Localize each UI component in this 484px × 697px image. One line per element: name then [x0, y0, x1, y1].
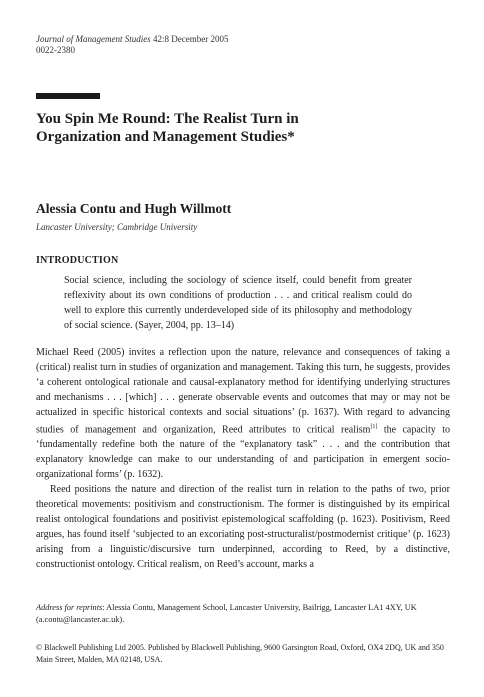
title-rule [36, 93, 100, 99]
journal-name: Journal of Management Studies [36, 34, 151, 44]
address-label: Address for reprints [36, 603, 103, 612]
footnote-marker[interactable]: [1] [370, 424, 378, 430]
reprint-address [36, 602, 450, 626]
authors: Alessia Contu and Hugh Willmott [36, 201, 232, 216]
body-paragraph-2: Reed positions the nature and direction of the realist turn in relation to the paths of two, prior theoretical movements: positivism and constructionism. The former is distinguished by its empirical realist ontological foundations and positivist epistemological scaffolding (p. 1623). Positivism, Reed argues, has found itself ‘subjected to an excoriating post-structuralist/postmodernist critique’ (p. 1623) arising from a linguistic/discursive turn underpinned, according to Reed, by a distinctive, constructionist ontology. Critical realism, on Reed’s account, marks a [36, 484, 450, 571]
title-line-2: Organization and Management Studies* [36, 129, 295, 145]
article-title [36, 110, 456, 146]
quote-text: Social science, including the sociology of science itself, could benefit from greater reflexivity about its own conditions of production . . . and critical realism could do well to explore this currently underdeveloped side of its philosophy and methodology of social science. (Sayer, 2004, pp. 13–14) [64, 275, 412, 331]
copyright-notice: © Blackwell Publishing Ltd 2005. Published by Blackwell Publishing, 9600 Garsington Road, Oxford, OX4 2DQ, UK and 350 Main Street, Malden, MA 02148, USA. [36, 643, 444, 664]
journal-citation [36, 34, 228, 56]
journal-issn: 0022-2380 [36, 45, 75, 55]
body-text [36, 345, 450, 572]
body-p1-rest: the capacity to ‘fundamentally redefine both the nature of the “explanatory task” . . . and the contribution that explanatory knowledge can make to our understanding of and participation in emergent socio-organizational forms’ (p. 1632). [36, 424, 450, 481]
section-heading: INTRODUCTION [36, 255, 119, 266]
title-line-1: You Spin Me Round: The Realist Turn in [36, 111, 299, 127]
body-p1-text: Michael Reed (2005) invites a reflection upon the nature, relevance and consequences of taking a (critical) realist turn in studies of organization and management. Taking this turn, he suggests, provides ‘a coherent ontological rationale and causal-explanatory method for identifying underlying structures and mechanisms . . . [which] . . . generate observable events and outcomes that may or may not be actualized in specific historical contexts and social situations’ (p. 1637). With regard to advancing studies of management and organization, Reed attributes to critical realism [36, 347, 450, 436]
journal-issue: 42:8 December 2005 [150, 34, 229, 44]
epigraph-quote [64, 273, 412, 333]
affiliation: Lancaster University; Cambridge University [36, 222, 198, 232]
address-text: : Alessia Contu, Management School, Lancaster University, Bailrigg, Lancaster LA1 4XY, UK (a.contu@lancaster.ac.uk). [36, 603, 417, 624]
body-paragraph-1 [36, 345, 450, 482]
